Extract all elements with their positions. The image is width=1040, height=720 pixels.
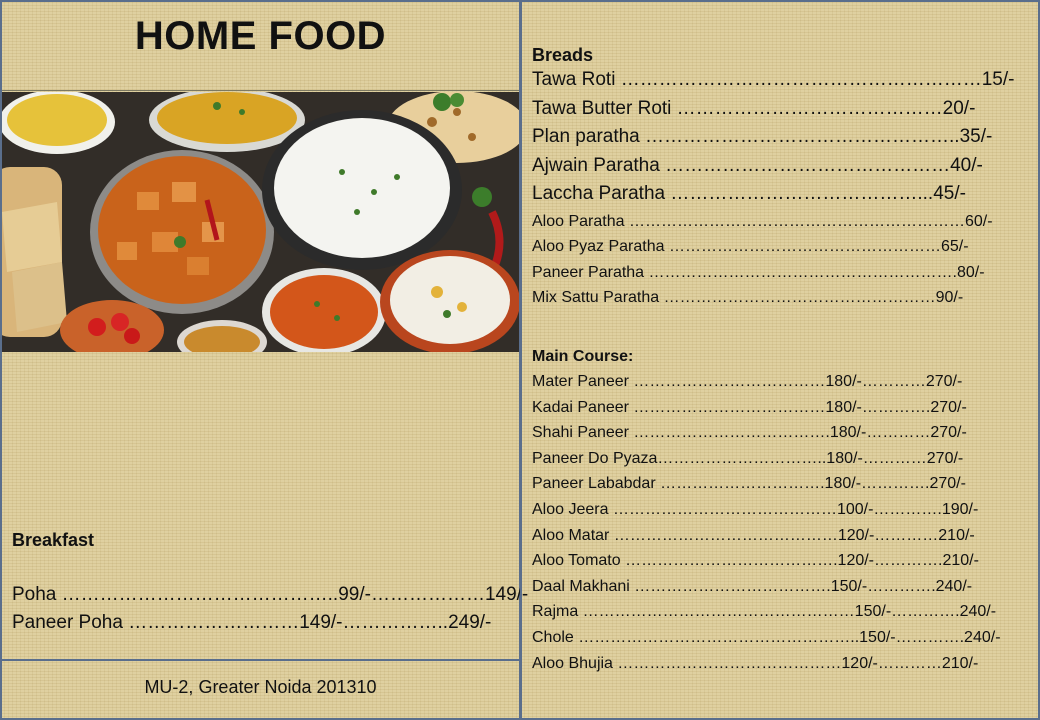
food-photo	[2, 92, 519, 352]
menu-item-paneer-do-pyaza: Paneer Do Pyaza…………………………..180/-…………270/-	[532, 449, 964, 467]
title-box	[2, 2, 519, 91]
breakfast-section	[12, 530, 529, 637]
menu-item-aloo-pyaz-paratha: Aloo Pyaz Paratha ……………………………………………65/-	[532, 238, 969, 255]
menu-item-aloo-bhujia: Aloo Bhujia ……………………………………120/-…………210/-	[532, 654, 979, 672]
menu-item-plan-paratha: Plan paratha …………………………………………..35/-	[532, 126, 993, 147]
breads-section	[532, 45, 1022, 311]
menu-item-kadai-paneer: Kadai Paneer ………………………………180/-………….270/-	[532, 398, 967, 416]
menu-item-paneer-paratha: Paneer Paratha ………………………………………………….80/-	[532, 263, 985, 281]
main-course-section	[532, 345, 1032, 676]
menu-item-aloo-matar: Aloo Matar ……………………………………120/-…………210/-	[532, 526, 975, 544]
food-photo-illustration	[2, 92, 519, 352]
menu-item-laccha-paratha: Laccha Paratha …………………………………...45/-	[532, 183, 966, 204]
menu-item-paneer-poha: Paneer Poha ………………………149/-……………..249/-	[12, 612, 492, 633]
menu-item-daal-makhani: Daal Makhani ……………………………….150/-………….240/-	[532, 577, 973, 595]
main-course-heading: Main Course:	[532, 348, 634, 365]
breads-heading: Breads	[532, 45, 594, 65]
address-box	[2, 659, 519, 720]
address-text: MU-2, Greater Noida 201310	[144, 677, 377, 697]
menu-item-ajwain-paratha: Ajwain Paratha ………………………………………40/-	[532, 154, 983, 176]
menu-item-aloo-tomato: Aloo Tomato ………………………………….120/-………….210/-	[532, 552, 979, 570]
menu-item-shahi-paneer: Shahi Paneer ……………………………….180/-…………270/-	[532, 424, 967, 442]
menu-item-poha: Poha ……………………………………..99/-………………149/-	[12, 584, 529, 605]
menu-item-chole: Chole ……………………………………………..150/-………….240/-	[532, 628, 1001, 646]
menu-item-aloo-jeera: Aloo Jeera ……………………………………100/-………….190/-	[532, 500, 979, 518]
breakfast-spacer	[12, 551, 512, 581]
menu-item-tawa-roti: Tawa Roti …………………………………………………15/-	[532, 69, 1015, 90]
menu-item-mater-paneer: Mater Paneer ………………………………180/-…………270/-	[532, 373, 963, 390]
menu-item-tawa-butter-roti: Tawa Butter Roti ……………………………………20/-	[532, 97, 976, 119]
breakfast-heading: Breakfast	[12, 530, 95, 550]
menu-item-mix-sattu-paratha: Mix Sattu Paratha ……………………………………………90/-	[532, 289, 964, 306]
page-title: HOME FOOD	[134, 14, 387, 58]
menu-item-aloo-paratha: Aloo Paratha ………………………………………………………60/-	[532, 212, 993, 230]
menu-item-paneer-lababdar: Paneer Lababdar ………………………….180/-………….270/-	[532, 475, 966, 493]
right-panel	[520, 0, 1040, 720]
menu-item-rajma: Rajma ……………………………………………150/-………….240/-	[532, 603, 997, 621]
